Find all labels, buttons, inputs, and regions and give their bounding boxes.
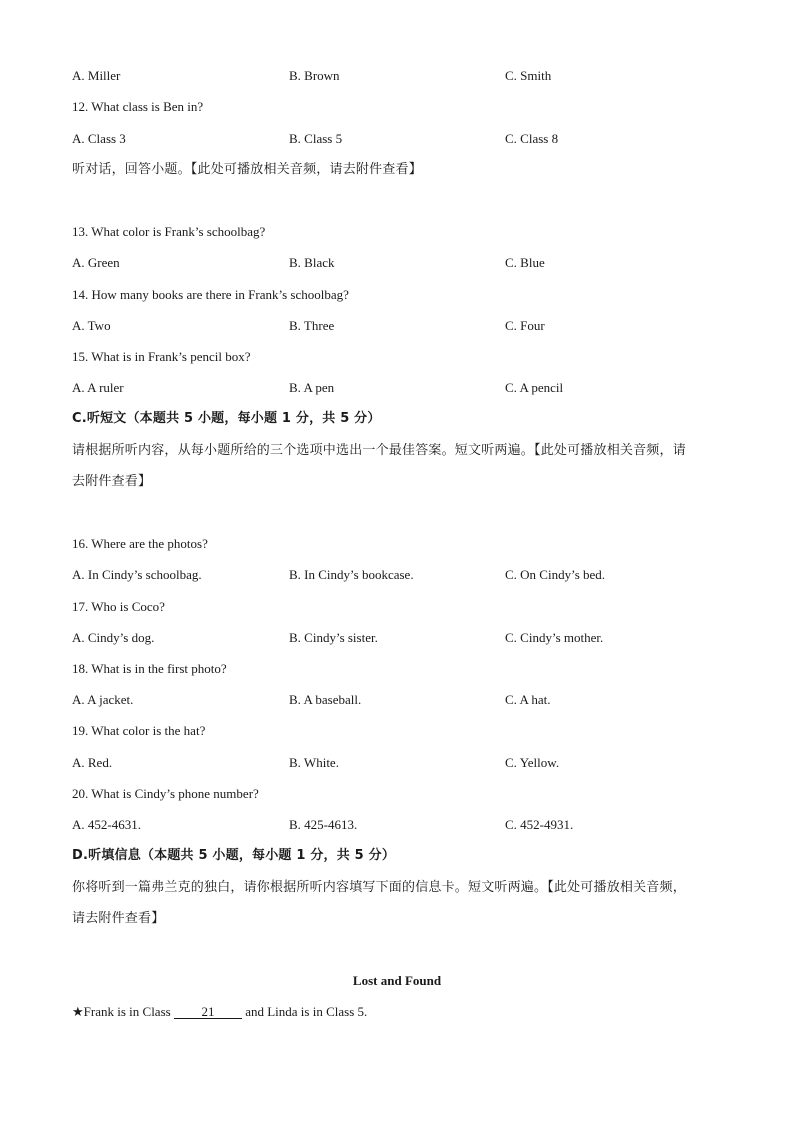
option-a: A. Miller xyxy=(72,68,121,83)
option-c: C. Smith xyxy=(505,68,552,83)
q16-option-c: C. On Cindy’s bed. xyxy=(505,567,606,582)
question-17: 17. Who is Coco? xyxy=(72,599,165,614)
section-c-instruction-1: 请根据所听内容，从每小题所给的三个选项中选出一个最佳答案。短文听两遍。【此处可播放相关音频，请 xyxy=(72,443,686,458)
section-c-instruction-2: 去附件查看】 xyxy=(72,474,152,489)
question-20: 20. What is Cindy’s phone number? xyxy=(72,786,259,801)
q16-option-b: B. In Cindy’s bookcase. xyxy=(289,567,414,582)
q18-option-a: A. A jacket. xyxy=(72,692,134,707)
q14-option-b: B. Three xyxy=(289,318,335,333)
q17-option-a: A. Cindy’s dog. xyxy=(72,630,155,645)
q14-option-a: A. Two xyxy=(72,318,111,333)
question-13: 13. What color is Frank’s schoolbag? xyxy=(72,224,266,239)
q19-option-c: C. Yellow. xyxy=(505,755,560,770)
q12-option-c: C. Class 8 xyxy=(505,131,559,146)
question-15: 15. What is in Frank’s pencil box? xyxy=(72,349,251,364)
section-c-heading: C.听短文（本题共 5 小题，每小题 1 分，共 5 分） xyxy=(72,411,381,426)
q18-option-b: B. A baseball. xyxy=(289,692,362,707)
q13-option-b: B. Black xyxy=(289,255,335,270)
q15-option-b: B. A pen xyxy=(289,380,335,395)
question-19: 19. What color is the hat? xyxy=(72,723,206,738)
question-16: 16. Where are the photos? xyxy=(72,536,208,551)
q12-option-b: B. Class 5 xyxy=(289,131,343,146)
info-card-title: Lost and Found xyxy=(352,973,442,988)
q15-option-c: C. A pencil xyxy=(505,380,564,395)
q19-option-b: B. White. xyxy=(289,755,339,770)
q20-option-a: A. 452-4631. xyxy=(72,817,141,832)
answer-blank-21: 21 xyxy=(174,1005,242,1019)
q12-option-a: A. Class 3 xyxy=(72,131,126,146)
star-icon: ★ xyxy=(72,1004,84,1019)
q17-option-c: C. Cindy’s mother. xyxy=(505,630,604,645)
q15-option-a: A. A ruler xyxy=(72,380,124,395)
q18-option-c: C. A hat. xyxy=(505,692,551,707)
section-d-instruction-1: 你将听到一篇弗兰克的独白，请你根据所听内容填写下面的信息卡。短文听两遍。【此处可播放相关音频， xyxy=(72,880,686,895)
option-b: B. Brown xyxy=(289,68,340,83)
info-card-line-1 xyxy=(72,1004,367,1020)
section-d-instruction-2: 请去附件查看】 xyxy=(72,911,165,926)
question-18: 18. What is in the first photo? xyxy=(72,661,227,676)
section-d-heading: D.听填信息（本题共 5 小题，每小题 1 分，共 5 分） xyxy=(72,848,396,863)
question-12: 12. What class is Ben in? xyxy=(72,99,204,114)
q17-option-b: B. Cindy’s sister. xyxy=(289,630,378,645)
info-card-text-pre: Frank is in Class xyxy=(83,1004,171,1019)
q14-option-c: C. Four xyxy=(505,318,545,333)
instruction-dialogue: 听对话，回答小题。【此处可播放相关音频，请去附件查看】 xyxy=(72,162,422,177)
q16-option-a: A. In Cindy’s schoolbag. xyxy=(72,567,202,582)
q20-option-b: B. 425-4613. xyxy=(289,817,358,832)
q13-option-c: C. Blue xyxy=(505,255,545,270)
q20-option-c: C. 452-4931. xyxy=(505,817,574,832)
info-card-text-post: and Linda is in Class 5. xyxy=(245,1004,368,1019)
question-14: 14. How many books are there in Frank’s schoolbag? xyxy=(72,287,349,302)
q19-option-a: A. Red. xyxy=(72,755,113,770)
q13-option-a: A. Green xyxy=(72,255,120,270)
